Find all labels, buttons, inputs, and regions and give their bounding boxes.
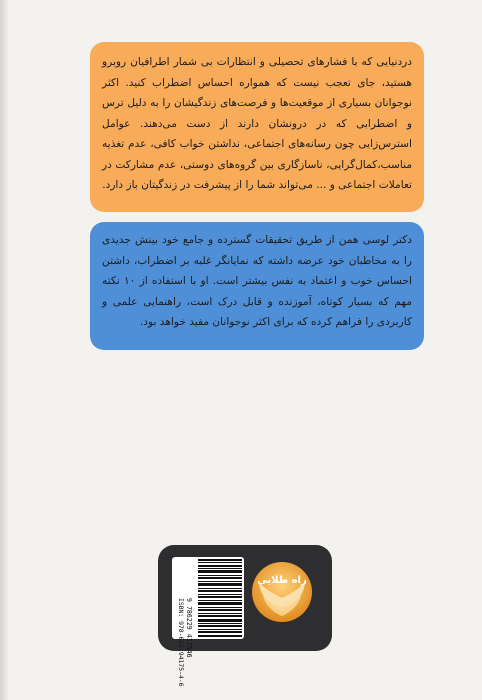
- isbn-digits: 9 786229 417546: [185, 598, 193, 658]
- publisher-logo-text: راه طلایی: [257, 575, 307, 586]
- isbn-label: ISBN: 978-622-94175-4-6: [177, 598, 185, 687]
- page-edge: [0, 0, 8, 700]
- golden-wings-icon: [250, 560, 314, 624]
- description-paragraph-2: دکتر لوسی همن از طریق تحقیقات گسترده و جامع خود بینش جدیدی را به مخاطبان خود عرضه داشته که نمایانگر غلبه بر اضطراب، داشتن احساس خوب و اعتماد به نفس بیشتر است. او با استفاده از ۱۰ نکته مهم که بسیار کوتاه، آموزنده و قابل درک است، راهنمایی علمی و کاربردی را فراهم کرده که برای اکثر نوجوانان مفید خواهد بود.: [102, 234, 412, 328]
- description-box-orange: [90, 42, 424, 212]
- description-box-blue: [90, 222, 424, 350]
- description-paragraph-1: دردنیایی که با فشارهای تحصیلی و انتظارات بی شمار اطرافیان روبرو هستید، جای تعجب نیست که همواره احساس اضطراب کنید. اکثر نوجوانان بسیاری از موقعیت‌ها و فرصت‌های زندگیشان را به دلیل ترس و اضطرابی که در درونشان دارند از دست می‌دهند. عوامل استرس‌زایی چون رسانه‌های اجتماعی، نداشتن خواب کافی، عدم تغذیه مناسب،کمال‌گرایی، ناسازگاری بین گروه‌های دوستی، عدم مشارکت در تعاملات اجتماعی و ... می‌تواند شما را از پیشرفت در زندگیتان باز دارد.: [102, 56, 412, 191]
